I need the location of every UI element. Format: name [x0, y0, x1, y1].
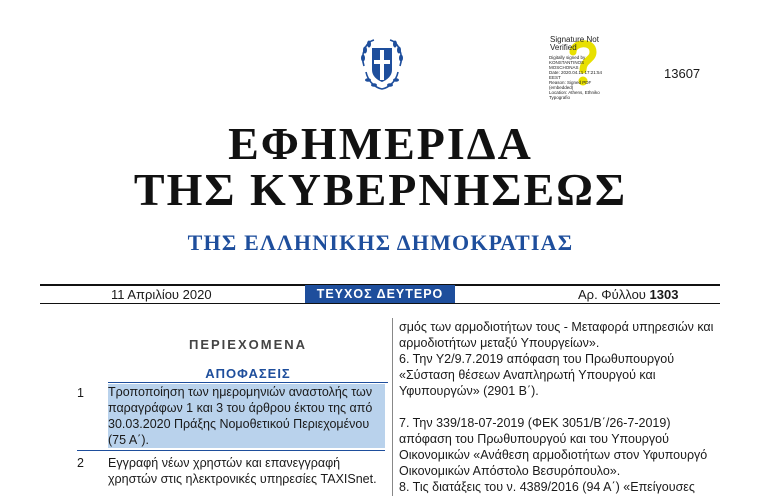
- issue-type-badge: ΤΕΥΧΟΣ ΔΕΥΤΕΡΟ: [305, 285, 455, 303]
- contents-item-number: 1: [77, 386, 84, 400]
- column-divider: [392, 318, 393, 496]
- section-heading: ΑΠΟΦΑΣΕΙΣ: [205, 366, 291, 381]
- page-number: 13607: [664, 66, 701, 81]
- body-paragraph: 6. Την Υ2/9.7.2019 απόφαση του Πρωθυπουργού «Σύσταση θέσεων Αναπληρωτή Υπουργού και Υφυπουργών» (2901 Β΄).: [399, 352, 675, 398]
- greek-emblem-icon: [358, 36, 406, 92]
- body-paragraph: σμός των αρμοδιοτήτων τους - Μεταφορά υπηρεσιών και αρμοδιοτήτων μεταξύ Υπουργείων».: [399, 320, 714, 350]
- divider: [77, 450, 385, 451]
- signature-block: [549, 36, 609, 98]
- signature-line: KONSTANTINOS: [549, 60, 585, 65]
- contents-heading: ΠΕΡΙΕΧΟΜΕΝΑ: [188, 337, 308, 352]
- sheet-number-value: 1303: [649, 287, 679, 302]
- signature-line: Location: Athens, Ethniko: [549, 90, 600, 95]
- gazette-subtitle: ΤΗΣ ΕΛΛΗΝΙΚΗΣ ΔΗΜΟΚΡΑΤΙΑΣ: [187, 230, 574, 255]
- signature-line: MOSCHONAS: [549, 65, 579, 70]
- signature-line: Date: 2020.04.11 17:21:54: [549, 70, 602, 75]
- divider: [40, 303, 720, 304]
- signature-line: EEST: [549, 75, 561, 80]
- gazette-title-line2: ΤΗΣ ΚΥΒΕΡΝΗΣΕΩΣ: [133, 164, 628, 215]
- sheet-label: Αρ. Φύλλου: [578, 287, 646, 302]
- gazette-title: ΕΦΗΜΕΡΙΔΑ: [228, 118, 533, 169]
- signature-line: Typografio: [549, 95, 571, 100]
- contents-item-number: 2: [77, 456, 84, 470]
- divider: [108, 382, 388, 383]
- signature-line: Reason: Signed PDF: [549, 80, 592, 85]
- signature-line: Digitally signed by: [549, 55, 586, 60]
- signature-status: Signature Not Verified: [550, 35, 599, 52]
- issue-date: 11 Απριλίου 2020: [111, 287, 212, 302]
- signature-line: (embedded): [549, 85, 574, 90]
- body-paragraph: 8. Τις διατάξεις του ν. 4389/2016 (94 Α΄) «Επείγουσες: [399, 480, 695, 494]
- contents-item-link[interactable]: Τροποποίηση των ημερομηνιών αναστολής των παραγράφων 1 και 3 του άρθρου έκτου της από 30.03.2020 Πράξης Νομοθετικού Περιεχομένου (75 Α΄).: [108, 384, 385, 448]
- contents-item-link[interactable]: Εγγραφή νέων χρηστών και επανεγγραφή χρηστών στις ηλεκτρονικές υπηρεσίες TAXISnet.: [108, 456, 377, 486]
- sheet-number: [578, 287, 678, 302]
- body-paragraph: 7. Την 339/18-07-2019 (ΦΕΚ 3051/Β΄/26-7-2019) απόφαση του Πρωθυπουργού και του Υπουργού Οικονομικών «Ανάθεση αρμοδιοτήτων στον Υφυπουργό Οικονομικών Απόστολο Βεσυρόπουλο».: [399, 416, 708, 478]
